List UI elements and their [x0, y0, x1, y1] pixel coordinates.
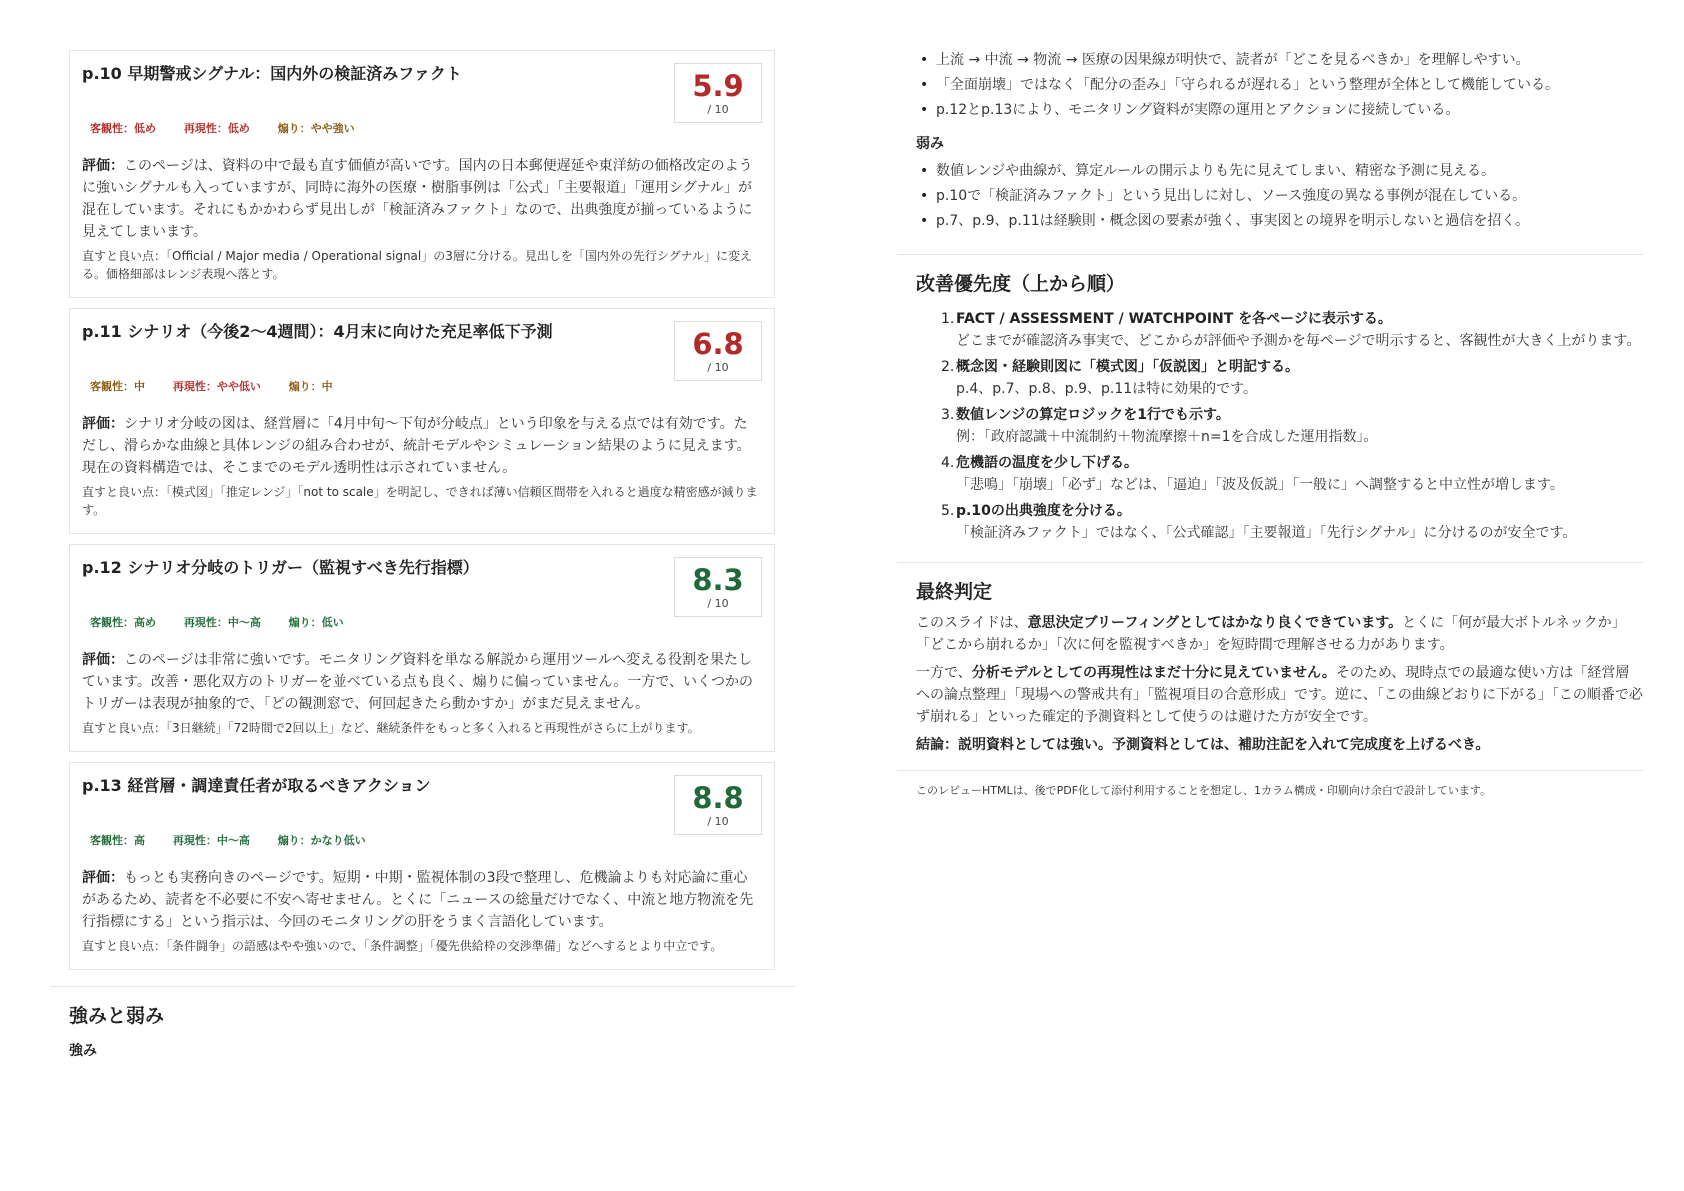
list-item: • 「全面崩壊」ではなく「配分の歪み」「守られるが遅れる」という整理が全体として機能している。	[916, 73, 1643, 98]
score-denominator: / 10	[707, 815, 729, 828]
review-card-p11	[69, 308, 775, 534]
item-title: p.10の出典強度を分ける。	[956, 503, 1131, 519]
score-box	[674, 775, 762, 835]
verdict-paragraph-1	[916, 612, 1643, 656]
item-number: 1.	[941, 311, 955, 327]
left-column	[50, 50, 795, 1060]
card-title: p.10 早期警戒シグナル：国内外の検証済みファクト	[82, 64, 462, 83]
score-denominator: / 10	[707, 597, 729, 610]
item-description: p.4、p.7、p.8、p.9、p.11は特に効果的です。	[956, 381, 1258, 397]
priority-item	[916, 452, 1643, 496]
metric-objectivity: 客観性：高	[90, 834, 145, 847]
item-number: 5.	[941, 503, 955, 519]
item-description: どこまでが確認済み事実で、どこからが評価や予測かを毎ページで明示すると、客観性が大きく上がります。	[956, 333, 1641, 349]
metric-sensationalism: 煽り：やや強い	[277, 122, 355, 135]
priority-section	[897, 269, 1643, 544]
score-value: 8.8	[692, 781, 744, 815]
item-title: 数値レンジの算定ロジックを1行でも示す。	[956, 407, 1230, 423]
score-denominator: / 10	[707, 361, 729, 374]
score-value: 8.3	[692, 563, 744, 597]
evaluation-body: シナリオ分岐の図は、経営層に「4月中旬〜下旬が分岐点」という印象を与える点では有効です。ただし、滑らかな曲線と具体レンジの組み合わせが、統計モデルやシミュレーション結果のように見えます。現在の資料構造では、そこまでのモデル透明性は示されていません。	[82, 416, 751, 476]
item-number: 2.	[941, 359, 955, 375]
fix-suggestion: 直すと良い点：「3日継続」「72時間で2回以上」など、継続条件をもっと多く入れると再現性がさらに上がります。	[82, 721, 700, 735]
score-box	[674, 321, 762, 381]
metric-sensationalism: 煽り：低い	[288, 616, 344, 629]
priority-item	[916, 308, 1643, 352]
section-heading: 改善優先度（上から順）	[916, 273, 1126, 295]
emphasis: 意思決定ブリーフィングとしてはかなり良くできています。	[1027, 615, 1403, 631]
card-title: p.11 シナリオ（今後2〜4週間）：4月末に向けた充足率低下予測	[82, 322, 553, 341]
item-number: 4.	[941, 455, 955, 471]
metric-reproducibility: 再現性：中〜高	[172, 834, 250, 847]
text-run: そのため、現時点での最適な使い方は「経営層への論点整理」「現場への警戒共有」「監視項目の合意形成」です。逆に、「この曲線どおりに下がる」「この順番で必ず崩れる」といった確定的予測資料として使うのは避けた方が安全です。	[916, 665, 1643, 725]
footnote-text: このレビューHTMLは、後でPDF化して添付利用することを想定し、1カラム構成・印刷向け余白で設計しています。	[916, 784, 1492, 797]
text-run: とくに「何が最大ボトルネックか」「どこから崩れるか」「次に何を監視すべきか」を短時間で理解させる力があります。	[916, 615, 1626, 653]
metric-objectivity: 客観性：中	[90, 380, 145, 393]
evaluation-text	[82, 867, 760, 933]
item-title: 概念図・経験則図に「模式図」「仮説図」と明記する。	[956, 359, 1299, 375]
emphasis: 分析モデルとしての再現性はまだ十分に見えていません。	[971, 665, 1336, 681]
list-item: • 数値レンジや曲線が、算定ルールの開示よりも先に見えてしまい、精密な予測に見える。	[916, 159, 1643, 184]
metric-tags	[90, 121, 760, 137]
evaluation-body: もっとも実務向きのページです。短期・中期・監視体制の3段で整理し、危機論よりも対応論に重心があるため、読者を不必要に不安へ寄せません。とくに「ニュースの総量だけでなく、中流と地方物流を先行指標にする」という指示は、今回のモニタリングの肝をうまく言語化しています。	[82, 870, 754, 930]
section-divider	[897, 770, 1643, 771]
item-title: 危機語の温度を少し下げる。	[956, 455, 1138, 471]
verdict-section	[897, 577, 1643, 756]
text-run: 一方で、	[916, 665, 972, 681]
priority-item	[916, 356, 1643, 400]
score-box	[674, 557, 762, 617]
section-heading: 強みと弱み	[69, 1005, 165, 1027]
metric-objectivity: 客観性：低め	[90, 122, 156, 135]
item-title: FACT / ASSESSMENT / WATCHPOINT を各ページに表示する。	[956, 311, 1392, 327]
verdict-conclusion	[916, 734, 1643, 756]
weaknesses-list	[916, 159, 1643, 234]
evaluation-label: 評価：	[82, 652, 124, 668]
evaluation-label: 評価：	[82, 416, 124, 432]
fix-suggestion: 直すと良い点：「条件闘争」の語感はやや強いので、「条件調整」「優先供給枠の交渉準備」などへするとより中立です。	[82, 939, 723, 953]
verdict-paragraph-2	[916, 662, 1643, 728]
review-card-p10	[69, 50, 775, 298]
weaknesses-label: 弱み	[916, 136, 944, 152]
right-column	[897, 48, 1643, 799]
strengths-label: 強み	[69, 1043, 97, 1059]
score-denominator: / 10	[707, 103, 729, 116]
score-box	[674, 63, 762, 123]
footer	[897, 783, 1643, 799]
text-run: このスライドは、	[916, 615, 1028, 631]
metric-reproducibility: 再現性：やや低い	[172, 380, 261, 393]
strengths-weaknesses-continued	[897, 48, 1643, 234]
metric-reproducibility: 再現性：中〜高	[183, 616, 261, 629]
metric-sensationalism: 煽り：かなり低い	[277, 834, 366, 847]
list-item: • 上流 → 中流 → 物流 → 医療の因果線が明快で、読者が「どこを見るべきか」を理解しやすい。	[916, 48, 1643, 73]
section-divider	[50, 986, 795, 987]
metric-tags	[90, 833, 760, 849]
section-heading: 最終判定	[916, 581, 993, 603]
metric-tags	[90, 615, 760, 631]
section-divider	[897, 254, 1643, 255]
card-title: p.12 シナリオ分岐のトリガー（監視すべき先行指標）	[82, 558, 479, 577]
metric-objectivity: 客観性：高め	[90, 616, 156, 629]
strengths-list	[916, 48, 1643, 123]
priority-list	[916, 308, 1643, 544]
card-title: p.13 経営層・調達責任者が取るべきアクション	[82, 776, 431, 795]
evaluation-label: 評価：	[82, 870, 124, 886]
evaluation-text	[82, 649, 760, 715]
metric-reproducibility: 再現性：低め	[183, 122, 250, 135]
priority-item	[916, 404, 1643, 448]
metric-tags	[90, 379, 760, 395]
metric-sensationalism: 煽り：中	[288, 380, 333, 393]
fix-suggestion: 直すと良い点：「Official / Major media / Operational signal」の3層に分ける。見出しを「国内外の先行シグナル」に変える。価格細部はレンジ表現へ落とす。	[82, 249, 753, 281]
score-value: 5.9	[692, 69, 744, 103]
evaluation-text	[82, 413, 760, 479]
item-description: 「検証済みファクト」ではなく、「公式確認」「主要報道」「先行シグナル」に分けるのが安全です。	[956, 525, 1577, 541]
list-item: • p.10で「検証済みファクト」という見出しに対し、ソース強度の異なる事例が混在している。	[916, 184, 1643, 209]
strengths-weaknesses-section	[50, 1001, 795, 1060]
fix-suggestion: 直すと良い点：「模式図」「推定レンジ」「not to scale」を明記し、できれば薄い信頼区間帯を入れると過度な精密感が減ります。	[82, 485, 758, 517]
item-number: 3.	[941, 407, 955, 423]
priority-item	[916, 500, 1643, 544]
item-description: 例：「政府認識＋中流制約＋物流摩擦＋n=1を合成した運用指数」。	[956, 429, 1378, 445]
conclusion-text: 結論：説明資料としては強い。予測資料としては、補助注記を入れて完成度を上げるべき。	[916, 737, 1490, 753]
evaluation-body: このページは非常に強いです。モニタリング資料を単なる解説から運用ツールへ変える役割を果たしています。改善・悪化双方のトリガーを並べている点も良く、煽りに偏っていません。一方で、いくつかのトリガーは表現が抽象的で、「どの観測窓で、何回起きたら動かすか」がまだ見えません。	[82, 652, 754, 712]
list-item: • p.7、p.9、p.11は経験則・概念図の要素が強く、事実図との境界を明示しないと過信を招く。	[916, 209, 1643, 234]
evaluation-body: このページは、資料の中で最も直す価値が高いです。国内の日本郵便遅延や東洋紡の価格改定のように強いシグナルも入っていますが、同時に海外の医療・樹脂事例は「公式」「主要報道」「運用シグナル」が混在しています。それにもかかわらず見出しが「検証済みファクト」なので、出典強度が揃っているように見えてしまいます。	[82, 158, 753, 240]
item-description: 「悲鳴」「崩壊」「必ず」などは、「逼迫」「波及仮説」「一般に」へ調整すると中立性が増します。	[956, 477, 1564, 493]
evaluation-text	[82, 155, 760, 243]
list-item: • p.12とp.13により、モニタリング資料が実際の運用とアクションに接続している。	[916, 98, 1643, 123]
section-divider	[897, 562, 1643, 563]
evaluation-label: 評価：	[82, 158, 124, 174]
review-card-p13	[69, 762, 775, 970]
review-card-p12	[69, 544, 775, 752]
score-value: 6.8	[692, 327, 744, 361]
